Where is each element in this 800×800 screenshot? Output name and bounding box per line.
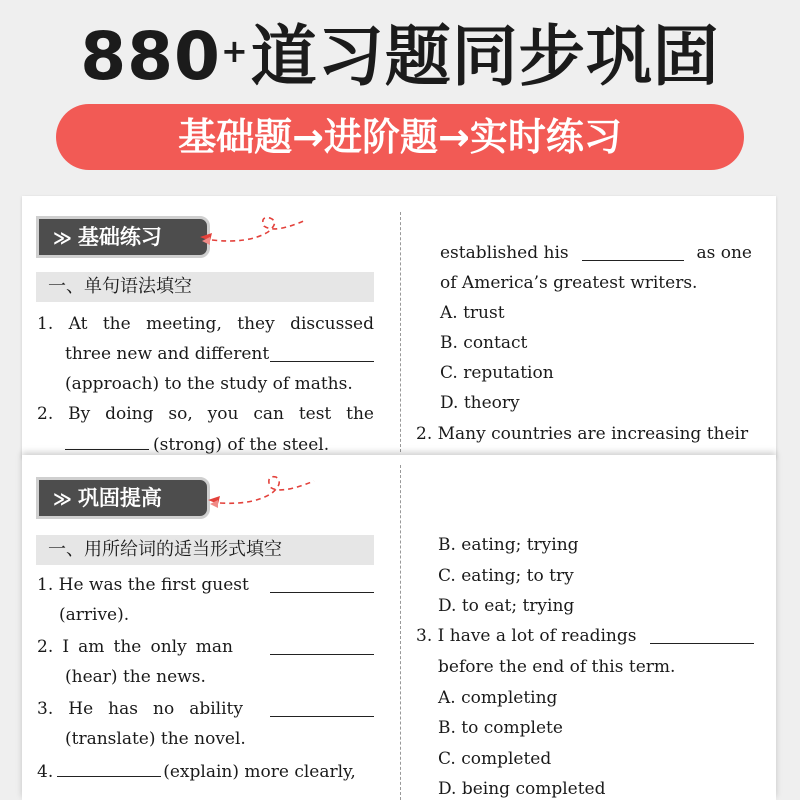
answer-blank[interactable] [270,345,374,362]
question-text: 1. He was the first guest [37,575,249,595]
question-1-line-2: (arrive). [59,605,130,625]
option-d[interactable]: D. to eat; trying [438,596,575,616]
question-text: (explain) more clearly, [163,762,356,782]
question-2-line-1 [37,636,374,658]
section-subheading: 一、用所给词的适当形式填空 [36,535,374,565]
question-2-line-2 [65,433,329,456]
right-question-3-line-2: before the end of this term. [438,657,676,677]
answer-blank[interactable] [65,433,149,450]
answer-blank[interactable] [270,700,374,717]
question-text: By doing so, you can test the [68,404,374,424]
option-a[interactable]: A. completing [438,688,558,708]
question-text: 2. I am the only man [37,637,233,657]
exercise-card-consolidation [22,455,776,800]
question-4-line-1 [37,760,356,783]
question-text: established his [440,243,569,263]
option-c[interactable]: C. completed [438,749,552,769]
paper-plane-icon [206,469,326,513]
option-d[interactable]: D. being completed [438,779,606,799]
question-1-line-2 [65,343,374,365]
right-question-3-line-1 [416,625,754,647]
option-b[interactable]: B. contact [440,333,528,353]
question-3-line-1 [37,698,374,720]
option-c[interactable]: C. reputation [440,363,554,383]
section-subheading: 一、单句语法填空 [36,272,374,302]
section-tab-label: 巩固提高 [77,486,162,510]
paper-plane-icon [198,210,318,250]
question-text: (strong) of the steel. [153,435,330,455]
question-text: as one [696,243,752,263]
option-a[interactable]: A. trust [440,303,505,323]
question-2-line-1 [37,403,374,425]
question-text: three new and different [65,344,270,364]
question-2-line-2: (hear) the news. [65,667,206,687]
banner-pill: 基础题→进阶题→实时练习 [56,104,744,170]
right-question-2: 2. Many countries are increasing their [416,424,749,444]
option-d[interactable]: D. theory [440,393,520,413]
double-chevron-icon: ≫ [53,228,72,249]
question-text: At the meeting, they discussed [68,314,374,334]
headline-plus: + [220,32,249,70]
answer-blank[interactable] [270,576,374,593]
answer-blank[interactable] [582,244,684,261]
column-divider [400,212,401,452]
question-number: 4. [37,762,54,782]
right-line-2: of America’s greatest writers. [440,273,698,293]
headline-count: 880 [80,18,221,95]
question-1-line-1 [37,313,374,335]
right-line-1 [440,242,752,264]
question-number: 1. [37,314,54,334]
double-chevron-icon: ≫ [53,489,72,510]
answer-blank[interactable] [57,760,161,777]
column-divider [400,465,401,800]
question-1-line-3: (approach) to the study of maths. [65,374,353,394]
answer-blank[interactable] [650,627,754,644]
option-b[interactable]: B. eating; trying [438,535,579,555]
headline [0,14,800,100]
question-text: 3. He has no ability [37,699,243,719]
question-3-line-2: (translate) the novel. [65,729,246,749]
option-b[interactable]: B. to complete [438,718,563,738]
headline-title: 道习题同步巩固 [250,18,720,95]
section-tab-label: 基础练习 [77,225,162,249]
option-c[interactable]: C. eating; to try [438,566,574,586]
exercise-card-basic [22,196,776,458]
section-tab-consolidation [36,477,210,519]
question-number: 2. [37,404,54,424]
question-text: 3. I have a lot of readings [416,626,637,646]
question-1-line-1 [37,574,374,596]
section-tab-basic [36,216,210,258]
answer-blank[interactable] [270,638,374,655]
